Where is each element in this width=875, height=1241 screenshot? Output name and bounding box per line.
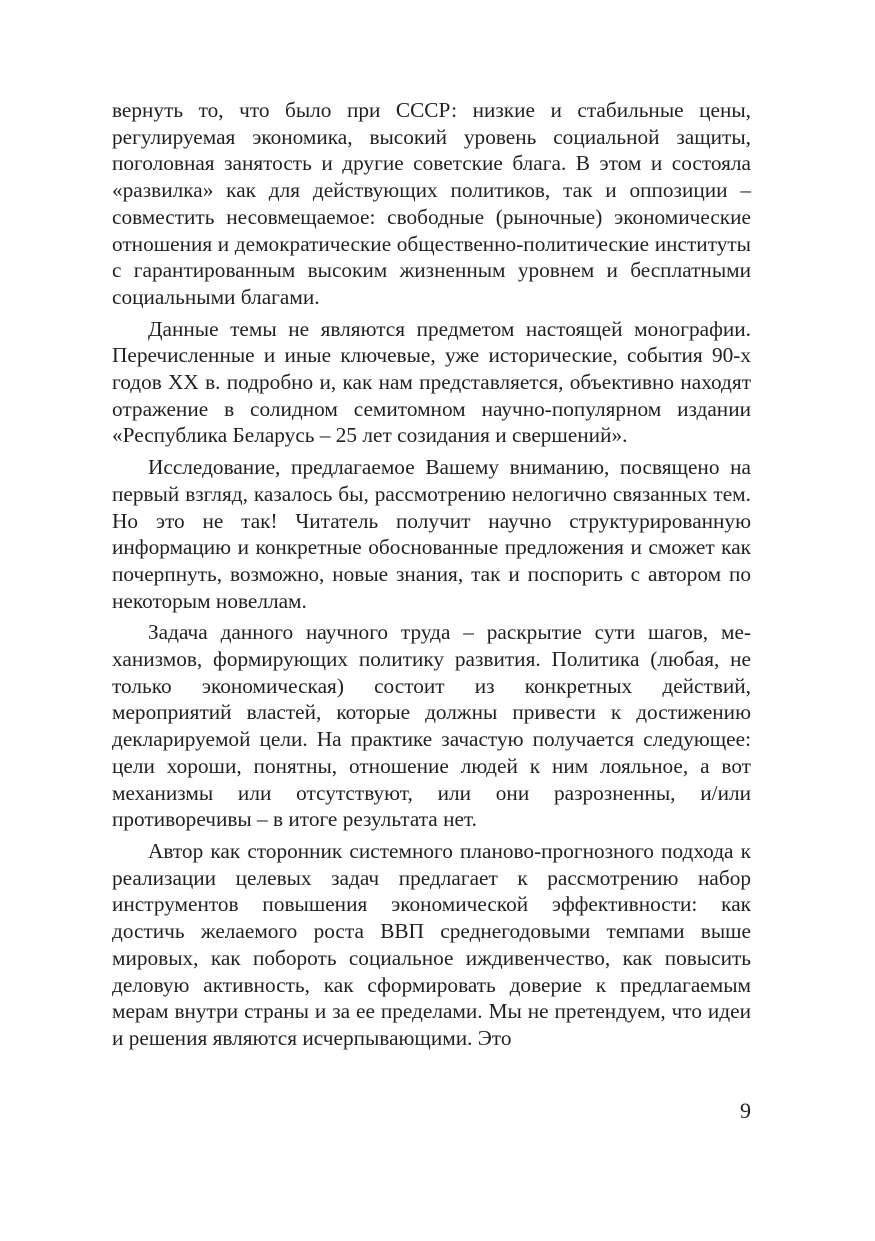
page-body xyxy=(112,97,751,1052)
paragraph-4: Задача данного научного труда – раскрытие сути шагов, механизмов, формирующих политику развития. Политика (любая, не только экономическая) состоит из конкретных действий, мероприятий властей, которые должны привести к достижению декларируемой цели. На практике зачастую получается следующее: цели хороши, понятны, отношение людей к ним лояльное, а вот механизмы или отсутствуют, или они разрозненны, и/или противоречивы – в итоге результата нет. xyxy=(112,620,751,832)
paragraph-5: Автор как сторонник системного планово-прогнозного подхода к реализации целевых задач предлагает к рассмотрению набор инструментов повышения экономической эффективности: как достичь желаемого роста ВВП среднегодовыми темпами выше мировых, как побороть социальное иждивенчество, как повысить деловую активность, как сформировать доверие к предлагаемым мерам внутри страны и за ее пределами. Мы не претендуем, что идеи и решения являются исчерпывающими. Это xyxy=(112,838,751,1050)
paragraph-3: Исследование, предлагаемое Вашему вниманию, посвящено на первый взгляд, казалось бы, рассмотрению нелогично связанных тем. Но это не так! Читатель получит научно структурированную информацию и конкретные обоснованные предложения и сможет как почерпнуть, возможно, новые знания, так и поспорить с автором по некоторым новеллам. xyxy=(112,455,751,613)
paragraph-1: вернуть то, что было при СССР: низкие и стабильные цены, регулируемая экономика, высокий уровень социальной защиты, поголовная занятость и другие советские блага. В этом и состояла «развилка» как для действующих политиков, так и оппозиции – совместить несовмещаемое: свободные (рыночные) экономические отношения и демократические общественно-политические институты с гарантированным высоким жизненным уровнем и бесплатными социальными благами. xyxy=(112,98,751,309)
page-number: 9 xyxy=(740,1098,751,1123)
paragraph-2: Данные темы не являются предметом настоящей монографии. Перечисленные и иные ключевые, уже исторические, события 90-х годов ХХ в. подробно и, как нам представляется, объективно находят отражение в солидном семитомном научно-популярном издании «Республика Беларусь – 25 лет созидания и свершений». xyxy=(112,316,751,448)
